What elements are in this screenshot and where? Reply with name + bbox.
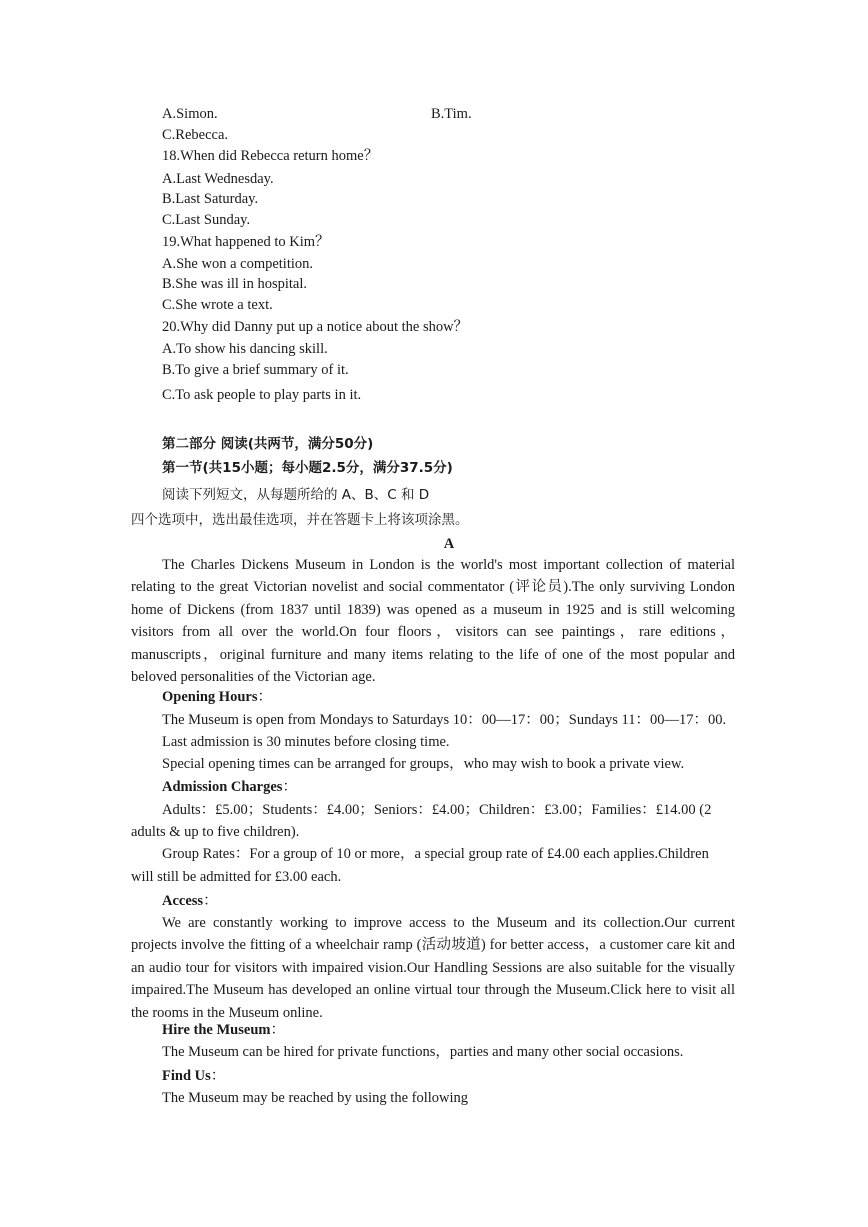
q17-option-b: B.Tim. — [431, 106, 472, 122]
hire-text: The Museum can be hired for private functions，parties and many other social occasions. — [162, 1044, 684, 1060]
intro-paragraph: The Charles Dickens Museum in London is the world's most important collection of material relating to the great Victorian novelist and social commentator (评论员).The only surviving London home of Dickens (from 1837 until 1839) was opened as a museum in 1925 and is still welcoming visitors from all over the world.On four floors，visitors can see paintings，rare editions，manuscripts，original furniture and many items relating to the life of one of the most popular and beloved personalities of the Victorian age. — [131, 557, 735, 686]
q20-option-b: B.To give a brief summary of it. — [162, 362, 349, 378]
question-20: 20.Why did Danny put up a notice about the show？ — [162, 319, 469, 335]
q19-option-b: B.She was ill in hospital. — [162, 276, 307, 292]
group-rates-line-1: Group Rates：For a group of 10 or more，a special group rate of £4.00 each applies.Children — [162, 846, 709, 862]
charges-line-2: adults & up to five children). — [131, 824, 300, 840]
opening-hours-heading — [162, 688, 272, 706]
access-label: Access — [162, 893, 204, 909]
q20-option-c: C.To ask people to play parts in it. — [162, 387, 362, 403]
hours-line-1: The Museum is open from Mondays to Saturdays 10：00—17：00；Sundays 11：00—17：00. — [162, 712, 727, 728]
hours-line-2: Last admission is 30 minutes before closing time. — [162, 734, 450, 750]
q19-option-c: C.She wrote a text. — [162, 297, 273, 313]
access-text-block — [131, 912, 735, 1024]
question-18 — [162, 147, 378, 165]
find-us-text: The Museum may be reached by using the following — [162, 1090, 469, 1106]
access-paragraph: We are constantly working to improve access to the Museum and its collection.Our current projects involve the fitting of a wheelchair ramp (活动坡道) for better access，a customer care kit and an audio tour for visitors with impaired vision.Our Handling Sessions are also suitable for the visually impaired.The Museum has developed an online virtual tour through the Museum.Click here to visit all the rooms in the Museum online. — [131, 915, 735, 1021]
q18-option-b: B.Last Saturday. — [162, 191, 259, 207]
charges-line-1: Adults：£5.00；Students：£4.00；Seniors：£4.00；Children：£3.00；Families：£14.00 (2 — [162, 802, 712, 818]
access-heading — [162, 892, 218, 910]
hours-line-3: Special opening times can be arranged for groups，who may wish to book a private view. — [162, 756, 685, 772]
section-title: 第一节(共15小题；每小题2.5分，满分37.5分) — [162, 460, 453, 476]
colon: ： — [210, 1068, 226, 1084]
opening-hours-label: Opening Hours — [162, 689, 258, 705]
hire-label: Hire the Museum — [162, 1022, 271, 1038]
colon: ： — [270, 1022, 285, 1038]
part-title: 第二部分 阅读(共两节，满分50分) — [162, 436, 374, 452]
question-19: 19.What happened to Kim？ — [162, 234, 330, 250]
find-us-label: Find Us — [162, 1068, 211, 1084]
colon: ： — [257, 689, 272, 705]
find-us-heading — [162, 1067, 225, 1085]
passage-intro — [131, 554, 735, 688]
hire-heading — [162, 1021, 285, 1039]
q20-option-a: A.To show his dancing skill. — [162, 341, 328, 357]
admission-heading — [162, 778, 297, 796]
q17-option-a: A.Simon. — [162, 106, 218, 122]
admission-label: Admission Charges — [162, 779, 283, 795]
instruction-line-1: 阅读下列短文，从每题所给的 A、B、C 和 D — [162, 487, 430, 503]
q18-option-a: A.Last Wednesday. — [162, 171, 274, 187]
q18-option-c: C.Last Sunday. — [162, 212, 251, 228]
q19-option-a: A.She won a competition. — [162, 256, 314, 272]
instruction-line-2: 四个选项中，选出最佳选项，并在答题卡上将该项涂黑。 — [131, 512, 469, 528]
passage-label: A — [443, 536, 455, 552]
q17-option-c: C.Rebecca. — [162, 127, 229, 143]
question-18-text: 18.When did Rebecca return home？ — [162, 148, 379, 164]
colon: ： — [203, 893, 218, 909]
group-rates-line-2: will still be admitted for £3.00 each. — [131, 869, 342, 885]
colon: ： — [282, 779, 297, 795]
